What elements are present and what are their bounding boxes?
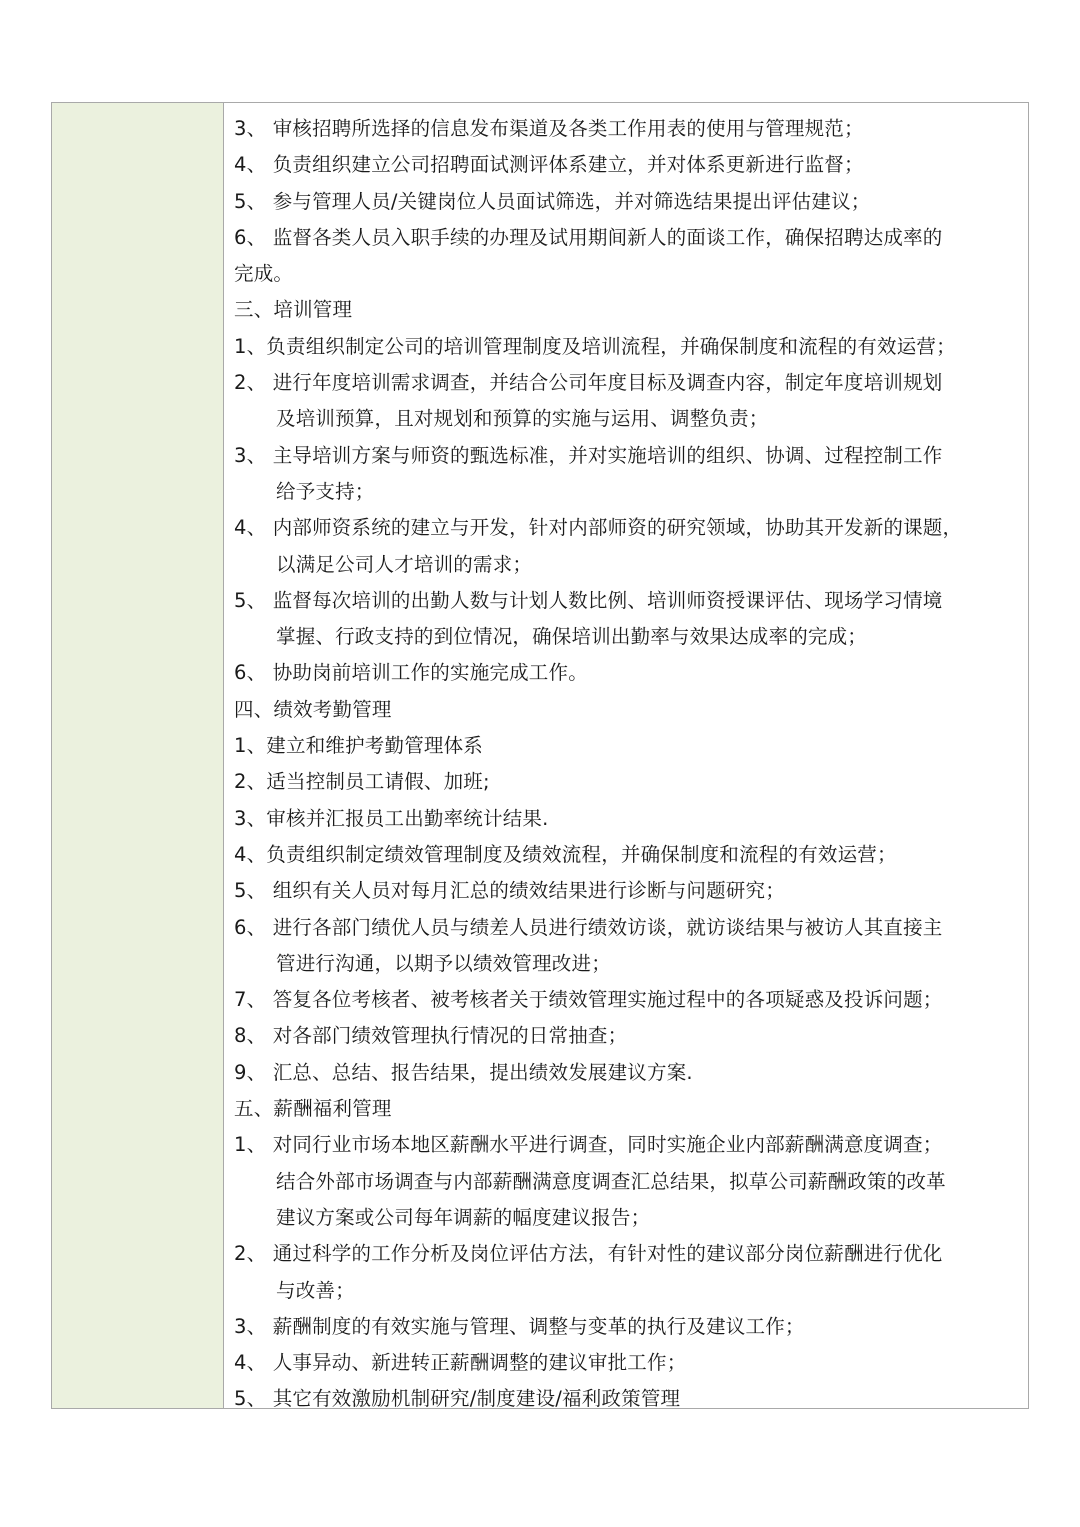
table-content-cell bbox=[224, 103, 1028, 1408]
text-line: 5、 参与管理人员/关键岗位人员面试筛选，并对筛选结果提出评估建议； bbox=[234, 189, 871, 213]
text-line-continuation: 结合外部市场调查与内部薪酬满意度调查汇总结果，拟草公司薪酬政策的改革 bbox=[276, 1169, 946, 1193]
text-line: 5、 监督每次培训的出勤人数与计划人数比例、培训师资授课评估、现场学习情境 bbox=[234, 588, 943, 612]
job-description-table bbox=[51, 102, 1029, 1409]
text-line-continuation: 建议方案或公司每年调薪的幅度建议报告； bbox=[276, 1205, 651, 1229]
text-line: 6、 进行各部门绩优人员与绩差人员进行绩效访谈，就访谈结果与被访人其直接主 bbox=[234, 915, 943, 939]
text-line: 2、适当控制员工请假、加班; bbox=[234, 770, 490, 794]
text-line: 5、 其它有效激励机制研究/制度建设/福利政策管理 bbox=[234, 1387, 681, 1408]
text-line-continuation: 与改善； bbox=[276, 1278, 355, 1302]
text-line: 3、 审核招聘所选择的信息发布渠道及各类工作用表的使用与管理规范； bbox=[234, 117, 864, 140]
text-line: 3、 薪酬制度的有效实施与管理、调整与变革的执行及建议工作； bbox=[234, 1314, 805, 1338]
text-line: 7、 答复各位考核者、被考核者关于绩效管理实施过程中的各项疑惑及投诉问题； bbox=[234, 988, 943, 1012]
text-line: 1、负责组织制定公司的培训管理制度及培训流程，并确保制度和流程的有效运营； bbox=[234, 334, 956, 358]
text-line: 五、薪酬福利管理 bbox=[234, 1097, 392, 1121]
text-line: 4、 负责组织建立公司招聘面试测评体系建立，并对体系更新进行监督； bbox=[234, 153, 864, 177]
text-line: 4、 内部师资系统的建立与开发，针对内部师资的研究领域，协助其开发新的课题， bbox=[234, 516, 963, 540]
text-line-continuation: 以满足公司人才培训的需求； bbox=[276, 552, 533, 576]
text-line: 6、 协助岗前培训工作的实施完成工作。 bbox=[234, 661, 588, 685]
text-line-continuation: 管进行沟通，以期予以绩效管理改进； bbox=[276, 951, 611, 975]
text-line: 4、 人事异动、新进转正薪酬调整的建议审批工作； bbox=[234, 1351, 687, 1375]
text-line: 4、负责组织制定绩效管理制度及绩效流程，并确保制度和流程的有效运营； bbox=[234, 842, 897, 866]
text-line: 2、 进行年度培训需求调查，并结合公司年度目标及调查内容，制定年度培训规划 bbox=[234, 371, 943, 395]
text-line: 6、 监督各类人员入职手续的办理及试用期间新人的面谈工作，确保招聘达成率的 bbox=[234, 225, 943, 249]
text-line: 9、 汇总、总结、报告结果，提出绩效发展建议方案. bbox=[234, 1060, 693, 1084]
text-line: 四、绩效考勤管理 bbox=[234, 697, 392, 721]
text-line: 1、建立和维护考勤管理体系 bbox=[234, 734, 484, 758]
text-line: 1、 对同行业市场本地区薪酬水平进行调查，同时实施企业内部薪酬满意度调查； bbox=[234, 1133, 943, 1157]
text-line: 3、审核并汇报员工出勤率统计结果. bbox=[234, 806, 549, 830]
text-line: 5、 组织有关人员对每月汇总的绩效结果进行诊断与问题研究； bbox=[234, 879, 785, 903]
table-label-cell bbox=[52, 103, 224, 1408]
text-line: 2、 通过科学的工作分析及岗位评估方法，有针对性的建议部分岗位薪酬进行优化 bbox=[234, 1242, 943, 1266]
text-line-continuation: 掌握、行政支持的到位情况，确保培训出勤率与效果达成率的完成； bbox=[276, 625, 868, 649]
text-line: 三、培训管理 bbox=[234, 298, 353, 322]
text-line-continuation: 及培训预算，且对规划和预算的实施与运用、调整负责； bbox=[276, 407, 769, 431]
text-line-continuation: 给予支持； bbox=[276, 479, 375, 503]
text-line: 3、 主导培训方案与师资的甄选标准，并对实施培训的组织、协调、过程控制工作 bbox=[234, 443, 943, 467]
text-line: 完成。 bbox=[234, 262, 294, 286]
text-line: 8、 对各部门绩效管理执行情况的日常抽查； bbox=[234, 1024, 628, 1048]
